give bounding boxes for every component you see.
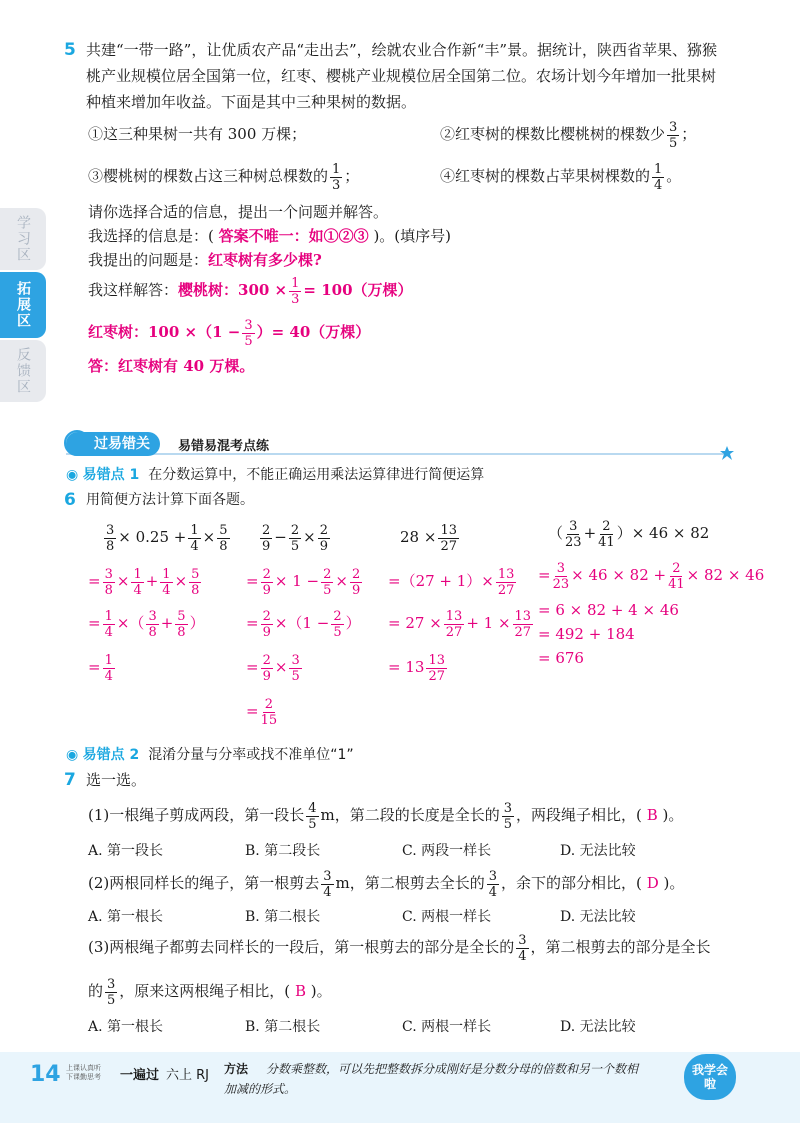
q7-1-option-a: A. 第一段长	[88, 843, 164, 859]
footer-grade: 六上 RJ	[166, 1068, 209, 1083]
error-point-2: ◉ 易错点 2 混淆分量与分率或找不准单位“1”	[66, 747, 354, 763]
footer-method-label: 方法	[224, 1062, 249, 1076]
q7-3-option-a: A. 第一根长	[88, 1019, 164, 1035]
q6-c3-line-3: = 13 $\frac{13}{27}$	[388, 652, 445, 684]
q5-choose-line: 我选择的信息是：( 答案不唯一：如①②③ )。(填序号)	[88, 227, 451, 245]
page-footer	[0, 1052, 800, 1123]
q7-answer-2: D	[646, 874, 659, 892]
q6-c1-line-1: = $\frac{3}{8}$ × $\frac{1}{4}$ + $\frac{1}{4}$ × $\frac{5}{8}$	[88, 566, 200, 598]
star-icon	[720, 446, 734, 460]
q5-choose-answer: 答案不唯一：如①②③	[218, 227, 369, 245]
q5-info-4: ④红枣树的棵数占苹果树棵数的 $\frac{1}{4}$ 。	[440, 161, 682, 193]
footer-method-text-2: 加减的形式。	[224, 1082, 297, 1096]
q7-part-3-line-2: 的 $\frac{3}{5}$ ，原来这两根绳子相比，( B )。	[88, 976, 332, 1008]
section-header	[66, 432, 732, 460]
q7-1-option-b: B. 第二段长	[245, 843, 321, 859]
q6-c3-line-1: =（27 + 1）× $\frac{13}{27}$	[388, 566, 515, 598]
fraction: $\frac{1}{3}$	[332, 161, 341, 193]
q6-c3-line-2: = 27 × $\frac{13}{27}$ + 1 × $\frac{13}{27}$	[388, 608, 532, 640]
q5-info-3: ③樱桃树的棵数占这三种树总棵数的 $\frac{1}{3}$ ；	[88, 161, 360, 193]
q7-part-2: (2)两根同样长的绳子，第一根剪去 $\frac{3}{4}$ m，第二根剪去全长的 $\frac{3}{4}$ ，余下的部分相比，( D )。	[88, 868, 685, 900]
q5-intro-line-2: 桃产业规模位居全国第一位，红枣、樱桃产业规模位居全国第二位。农场计划今年增加一批果树	[86, 67, 717, 85]
q7-answer-3: B	[294, 982, 306, 1000]
q5-solve-line-2: 红枣树：100 ×（1 − $\frac{3}{5}$ ）= 40（万棵）	[88, 317, 371, 349]
q6-c4-line-1: = $\frac{3}{23}$ × 46 × 82 + $\frac{2}{41}$ × 82 × 46	[538, 560, 765, 592]
q5-ask-answer: 红枣树有多少棵?	[208, 251, 322, 269]
section-subtitle: 易错易混考点练	[178, 439, 270, 454]
q7-2-option-c: C. 两根一样长	[402, 909, 492, 925]
q6-c2-line-2: = $\frac{2}{9}$ ×（1 − $\frac{2}{5}$ ）	[246, 608, 361, 640]
q5-intro-line-1: 共建“一带一路”，让优质农产品“走出去”，绘就农业合作新“丰”景。据统计，陕西省苹果、猕猴	[86, 41, 718, 59]
footer-slogan: 上课认真听 下课勤思考	[66, 1064, 101, 1081]
q6-c4-line-0: （ $\frac{3}{23}$ + $\frac{2}{41}$ ）× 46 × 82	[548, 518, 710, 550]
q5-info-1: ①这三种果树一共有 300 万棵；	[88, 125, 307, 143]
q5-ask-line: 我提出的问题是：红枣树有多少棵?	[88, 251, 322, 269]
tab-study-zone[interactable]: 学习区	[0, 208, 46, 270]
q5-intro-line-3: 种植来增加年收益。下面是其中三种果树的数据。	[86, 93, 417, 111]
q6-c4-line-4: = 676	[538, 649, 584, 667]
bulb-icon: ◉	[66, 467, 79, 483]
q5-info-2: ②红枣树的棵数比樱桃树的棵数少 $\frac{3}{5}$ ；	[440, 119, 697, 151]
q6-title: 用简便方法计算下面各题。	[86, 492, 254, 508]
q7-title: 选一选。	[86, 771, 147, 789]
q6-c2-line-4: = $\frac{2}{15}$	[246, 696, 278, 728]
tab-extension-zone[interactable]: 拓展区	[0, 272, 46, 338]
section-divider	[66, 453, 726, 455]
q6-c1-line-2: = $\frac{1}{4}$ ×（ $\frac{3}{8}$ + $\frac{5}{8}$ ）	[88, 608, 205, 640]
q6-c2-line-0: $\frac{2}{9}$ − $\frac{2}{5}$ × $\frac{2}{9}$	[262, 522, 328, 554]
question-number-7: 7	[64, 770, 76, 790]
q6-c2-line-1: = $\frac{2}{9}$ × 1 − $\frac{2}{5}$ × $\frac{2}{9}$	[246, 566, 361, 598]
q7-2-option-d: D. 无法比较	[560, 909, 636, 925]
q6-c4-line-2: = 6 × 82 + 4 × 46	[538, 601, 679, 619]
q6-c1-line-0: $\frac{3}{8}$ × 0.25 + $\frac{1}{4}$ × $\frac{5}{8}$	[106, 522, 228, 554]
q6-c2-line-3: = $\frac{2}{9}$ × $\frac{3}{5}$	[246, 652, 300, 684]
question-number-5: 5	[64, 40, 76, 60]
footer-brand: 一遍过	[120, 1068, 160, 1083]
q7-2-option-a: A. 第一根长	[88, 909, 164, 925]
q7-3-option-d: D. 无法比较	[560, 1019, 636, 1035]
question-number-6: 6	[64, 490, 76, 510]
q6-c3-line-0: 28 × $\frac{13}{27}$	[400, 522, 457, 554]
learned-badge: 我学会啦	[684, 1054, 736, 1100]
q6-c4-line-3: = 492 + 184	[538, 625, 635, 643]
q5-solve-line-1: 我这样解答：樱桃树：300 × $\frac{1}{3}$ = 100（万棵）	[88, 275, 413, 307]
q7-1-option-d: D. 无法比较	[560, 843, 636, 859]
q5-prompt: 请你选择合适的信息，提出一个问题并解答。	[88, 203, 389, 221]
q6-c1-line-3: = $\frac{1}{4}$	[88, 652, 113, 684]
q7-3-option-b: B. 第二根长	[245, 1019, 321, 1035]
q7-2-option-b: B. 第二根长	[245, 909, 321, 925]
page-number: 14	[30, 1062, 61, 1087]
section-badge: 过易错关	[66, 432, 160, 456]
q5-solve-answer: 答：红枣树有 40 万棵。	[88, 357, 255, 375]
footer-method-text-1: 分数乘整数，可以先把整数拆分成刚好是分数分母的倍数和另一个数相	[266, 1062, 639, 1076]
fraction: $\frac{3}{5}$	[244, 317, 253, 349]
fraction: $\frac{3}{5}$	[669, 119, 678, 151]
fraction: $\frac{1}{3}$	[291, 275, 300, 307]
q7-part-1: (1)一根绳子剪成两段，第一段长 $\frac{4}{5}$ m，第二段的长度是全长的 $\frac{3}{5}$ ，两段绳子相比，( B )。	[88, 800, 684, 832]
tab-feedback-zone[interactable]: 反馈区	[0, 340, 46, 402]
fraction: $\frac{1}{4}$	[654, 161, 663, 193]
q7-3-option-c: C. 两根一样长	[402, 1019, 492, 1035]
error-point-1: ◉ 易错点 1 在分数运算中，不能正确运用乘法运算律进行简便运算	[66, 467, 485, 483]
q7-1-option-c: C. 两段一样长	[402, 843, 492, 859]
q7-answer-1: B	[646, 806, 658, 824]
q7-part-3-line-1: (3)两根绳子都剪去同样长的一段后，第一根剪去的部分是全长的 $\frac{3}{4}$ ，第二根剪去的部分是全长	[88, 932, 711, 964]
bulb-icon: ◉	[66, 747, 79, 763]
